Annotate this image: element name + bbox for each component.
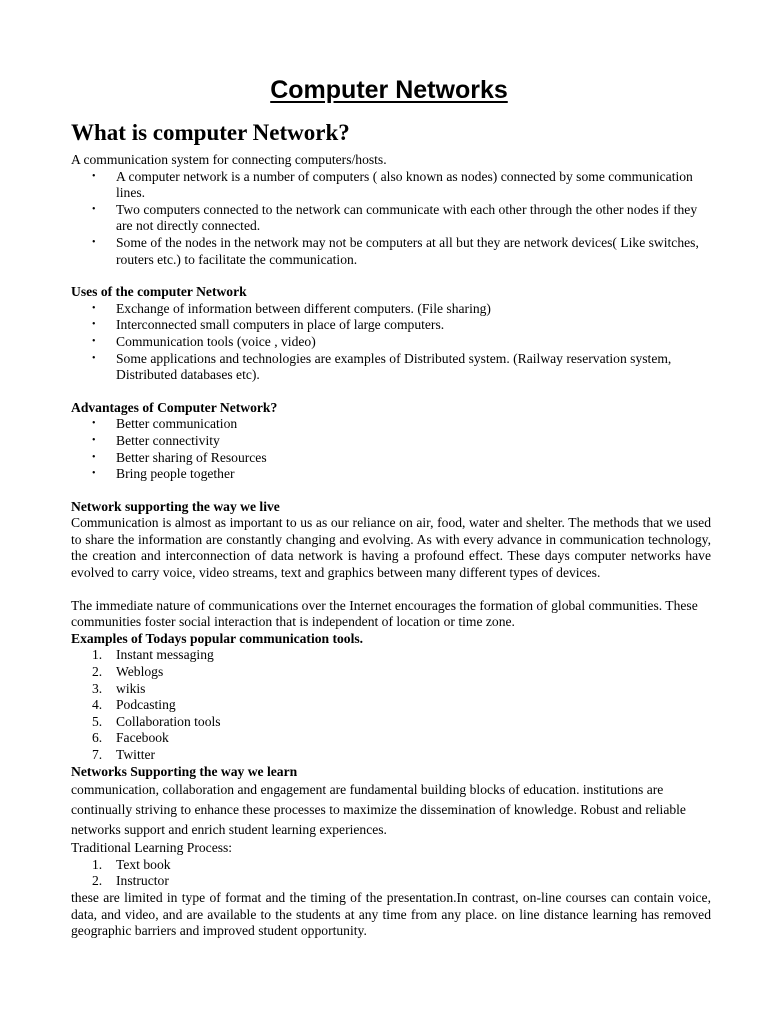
section-heading-what-is-network: What is computer Network? xyxy=(71,120,350,145)
learn-heading: Networks Supporting the way we learn xyxy=(71,763,298,779)
traditional-learning-label: Traditional Learning Process: xyxy=(71,840,233,856)
list-item: • Communication tools (voice , video) xyxy=(71,334,711,351)
document-title: Computer Networks xyxy=(270,76,508,104)
uses-list xyxy=(71,301,711,384)
list-item: • Interconnected small computers in place of large computers. xyxy=(71,317,711,334)
list-item: • Some of the nodes in the network may not be computers at all but they are network devices( Like switches, routers etc.) to facilitate the communication. xyxy=(71,235,711,268)
list-item: • Bring people together xyxy=(71,466,711,483)
live-paragraph-2: The immediate nature of communications over the Internet encourages the formation of global communities. These communities foster social interaction that is independent of location or time zone. xyxy=(71,597,698,630)
list-item: 2. Weblogs xyxy=(92,664,164,680)
intro-text: A communication system for connecting computers/hosts. xyxy=(71,152,387,167)
learn-paragraph-2: these are limited in type of format and the timing of the presentation.In contrast, on-line courses can contain voice, data, and video, and are available to the students at any time from any place. on line distance learning has removed geographic barriers and improved student opportunity. xyxy=(71,889,711,939)
list-item: • Two computers connected to the network can communicate with each other through the other nodes if they are not directly connected. xyxy=(71,202,711,235)
list-item: 3. wikis xyxy=(92,680,146,696)
list-item: • Some applications and technologies are examples of Distributed system. (Railway reservation system, Distributed databases etc). xyxy=(71,351,711,384)
list-item: 6. Facebook xyxy=(92,730,169,746)
list-item: 1. Instant messaging xyxy=(92,647,214,663)
advantages-list xyxy=(71,416,711,482)
document-body xyxy=(71,152,711,940)
list-item: • Better connectivity xyxy=(71,433,711,450)
live-paragraph-1: Communication is almost as important to us as our reliance on air, food, water and shelter. The methods that we used to share the information are constantly changing and evolving. As with every advance in communication technology, the creation and interconnection of data network is having a profound effect. These days computer networks have evolved to carry voice, video streams, text and graphics between many different types of devices. xyxy=(71,515,711,581)
list-item: 5. Collaboration tools xyxy=(92,713,221,729)
uses-heading: Uses of the computer Network xyxy=(71,284,247,300)
tools-heading: Examples of Todays popular communication tools. xyxy=(71,630,364,646)
list-item: • Better sharing of Resources xyxy=(71,450,711,467)
learn-paragraph-1: communication, collaboration and engagement are fundamental building blocks of education. institutions are continually striving to enhance these processes to maximize the dissemination of knowledge. Robust and reliable networks support and enrich student learning experiences. xyxy=(71,782,686,838)
list-item: 7. Twitter xyxy=(92,747,156,762)
advantages-heading: Advantages of Computer Network? xyxy=(71,399,278,415)
list-item: • Better communication xyxy=(71,416,711,433)
live-heading: Network supporting the way we live xyxy=(71,498,280,514)
list-item: 1. Text book xyxy=(92,856,171,872)
list-item: • A computer network is a number of computers ( also known as nodes) connected by some communication lines. xyxy=(71,169,711,202)
intro-bullet-list xyxy=(71,169,711,269)
list-item: 4. Podcasting xyxy=(92,697,176,713)
list-item: • Exchange of information between different computers. (File sharing) xyxy=(71,301,711,318)
tools-list xyxy=(71,647,711,763)
traditional-learning-list xyxy=(71,857,711,890)
list-item: 2. Instructor xyxy=(92,873,169,889)
